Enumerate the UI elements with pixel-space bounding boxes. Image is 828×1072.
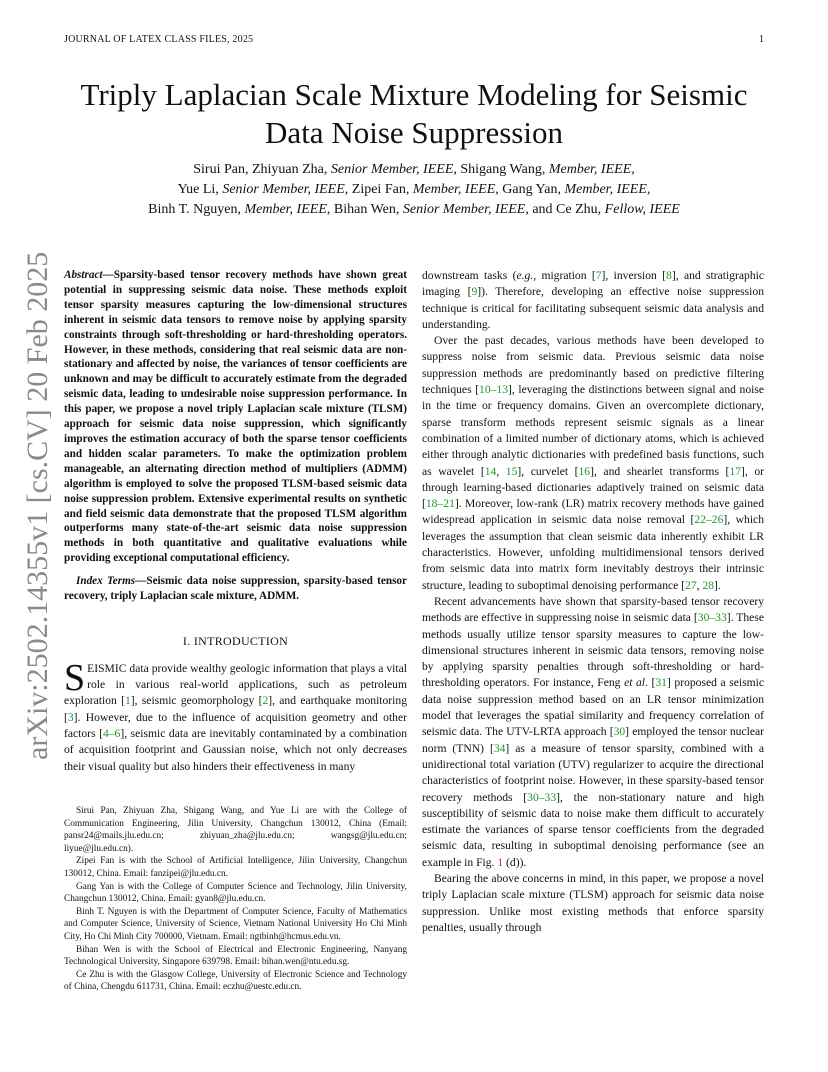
body-paragraph: Bearing the above concerns in mind, in this paper, we propose a novel triply Laplacian scale mixture (TLSM) approach for seismic data noise suppression. Unlike most existing methods that enforce sparsity penalties, usually through bbox=[422, 871, 764, 934]
intro-paragraph bbox=[64, 656, 407, 775]
abstract-label: Abstract bbox=[64, 269, 103, 281]
left-column bbox=[64, 268, 407, 775]
author-list: Sirui Pan, Zhiyuan Zha, Senior Member, IEEE, Shigang Wang, Member, IEEE, Yue Li, Senior Member, IEEE, Zipei Fan, Member, IEEE, Gang Yan, Member, IEEE, Binh T. Nguyen, Member, IEEE, Bihan Wen, Senior Member, IEEE, and Ce Zhu, Fellow, IEEE bbox=[148, 162, 680, 217]
drop-cap: S bbox=[64, 656, 86, 699]
arxiv-stamp: arXiv:2502.14355v1 [cs.CV] 20 Feb 2025 bbox=[21, 251, 54, 760]
paper-title: Triply Laplacian Scale Mixture Modeling for Seismic Data Noise Suppression bbox=[80, 77, 748, 150]
index-terms bbox=[64, 574, 407, 604]
section-heading-introduction: I. INTRODUCTION bbox=[182, 633, 289, 648]
body-paragraph: downstream tasks (e.g., migration [7], inversion [8], and stratigraphic imaging [9]). Therefore, developing an effective noise suppression technique is critical for facilitating subsequent seismic data analysis and understanding. bbox=[422, 269, 764, 331]
footnote: Gang Yan is with the College of Computer Science and Technology, Jilin University, Changchun 130012, China. Email: gyan8@jlu.edu.cn. bbox=[64, 881, 407, 905]
affiliation-footnotes bbox=[64, 805, 407, 994]
footnote: Ce Zhu is with the Glasgow College, University of Electronic Science and Technology of China, Chengdu 611731, China. Email: eczhu@uestc.edu.cn. bbox=[64, 969, 407, 993]
footnote: Binh T. Nguyen is with the Department of Computer Science, Faculty of Mathematics and Computer Science, University of Science, Vietnam National University Ho Chi Minh City, Ho Chi Minh City 700000, Vietnam. Email: ngtbinh@hcmus.edu.vn. bbox=[64, 906, 407, 942]
body-paragraph: Over the past decades, various methods have been developed to suppress noise from seismic data. Previous seismic data noise suppression methods are predominantly based on predictive filtering techniques [10–13], leveraging the distinctions between signal and noise in the time or frequency domains. Given an overcomplete dictionary, sparse transform methods represent seismic signals as a linear combination of a limited number of dictionary atoms, which is achieved either through analytic dictionaries with predefined basis functions, such as wavelet [14, 15], curvelet [16], and shearlet transforms [17], or through learning-based dictionaries adaptively trained on seismic data [18–21]. Moreover, low-rank (LR) matrix recovery methods have gained widespread application in seismic data noise removal [22–26], which leverages the assumption that clean seismic data inherently exhibit LR characteristics. However, unfolding multidimensional tensors derived from seismic data into matrix form inevitably destroys their intrinsic structure, leading to suboptimal denoising performance [27, 28]. bbox=[422, 334, 764, 592]
footnote: Zipei Fan is with the School of Artificial Intelligence, Jilin University, Changchun 130012, China. Email: fanzipei@jlu.edu.cn. bbox=[64, 856, 407, 879]
body-paragraph: Recent advancements have shown that sparsity-based tensor recovery methods are effective in suppressing noise in seismic data [30–33]. These methods usually utilize tensor sparsity measures to capture the low-dimensional structures inherent in seismic data tensors, removing noise by applying sparsity penalties through soft-thresholding or hard-thresholding operators. For instance, Feng et al. [31] proposed a seismic data noise suppression method based on an LR tensor minimization model that leverages the spatial similarity and frequency correlation of seismic data. The UTV-LRTA approach [30] employed the tensor nuclear norm (TNN) [34] as a measure of tensor sparsity, combined with a unidirectional total variation (UTV) regularizer to acquire the directional characteristics of footprint noise. However, in these sparsity-based tensor recovery methods [30–33], the non-stationary nature and high susceptibility of seismic data to noise make them difficult to accurately estimate the variances of sparse tensor coefficients from the degraded seismic data, resulting in suboptimal denoising performance (see an example in Fig. 1 (d)). bbox=[422, 594, 764, 869]
index-terms-text: —Seismic data noise suppression, sparsity-based tensor recovery, triply Laplacian scale mixture, ADMM. bbox=[64, 575, 407, 603]
intro-text: EISMIC data provide wealthy geologic information that plays a vital role in various real-world applications, such as petroleum exploration [1], seismic geomorphology [2], and earthquake monitoring [3]. However, due to the influence of acquisition geometry and other factors [4–6], seismic data are inevitably contaminated by a combination of acquisition footprint and Gaussian noise, which not only decreases their visual quality but also hinders their effectiveness in many bbox=[64, 661, 407, 773]
right-column bbox=[422, 268, 764, 936]
page-number: 1 bbox=[759, 34, 764, 45]
abstract bbox=[64, 268, 407, 566]
index-terms-label: Index Terms bbox=[76, 575, 136, 588]
abstract-text: —Sparsity-based tensor recovery methods have shown great potential in suppressing seismic data noise. These methods exploit tensor sparsity measures capturing the low-dimensional structures inherent in seismic data tensors to remove noise by applying sparsity constraints through soft-thresholding or hard-thresholding operators. However, in these methods, considering that real seismic data are non-stationary and affected by noise, the variances of tensor coefficients are unknown and may be difficult to accurately estimate from the degraded seismic data, leading to undesirable noise suppression performance. In this paper, we propose a novel triply Laplacian scale mixture (TLSM) approach for seismic data noise suppression, which significantly improves the estimation accuracy of both the sparse tensor coefficients and hidden scalar parameters. To make the optimization problem manageable, an alternating direction method of multipliers (ADMM) algorithm is employed to solve the proposed TLSM-based seismic data noise suppression problem. Extensive experimental results on synthetic and field seismic data demonstrate that the proposed TLSM algorithm outperforms many state-of-the-art seismic data noise suppression methods in both quantitative and qualitative evaluations while providing exceptional computational efficiency. bbox=[64, 269, 407, 565]
footnote: Sirui Pan, Zhiyuan Zha, Shigang Wang, and Yue Li are with the College of Communication Engineering, Jilin University, Changchun 130012, China (Email: pansr24@mails.jlu.edu.cn; zhiyuan_zha@jlu.edu.cn; wangsg@jlu.edu.cn; liyue@jlu.edu.cn). bbox=[64, 806, 407, 854]
running-header: JOURNAL OF LATEX CLASS FILES, 2025 bbox=[64, 34, 254, 45]
footnote: Bihan Wen is with the School of Electrical and Electronic Engineering, Nanyang Technological University, Singapore 639798. Email: bihan.wen@ntu.edu.sg. bbox=[64, 944, 407, 968]
